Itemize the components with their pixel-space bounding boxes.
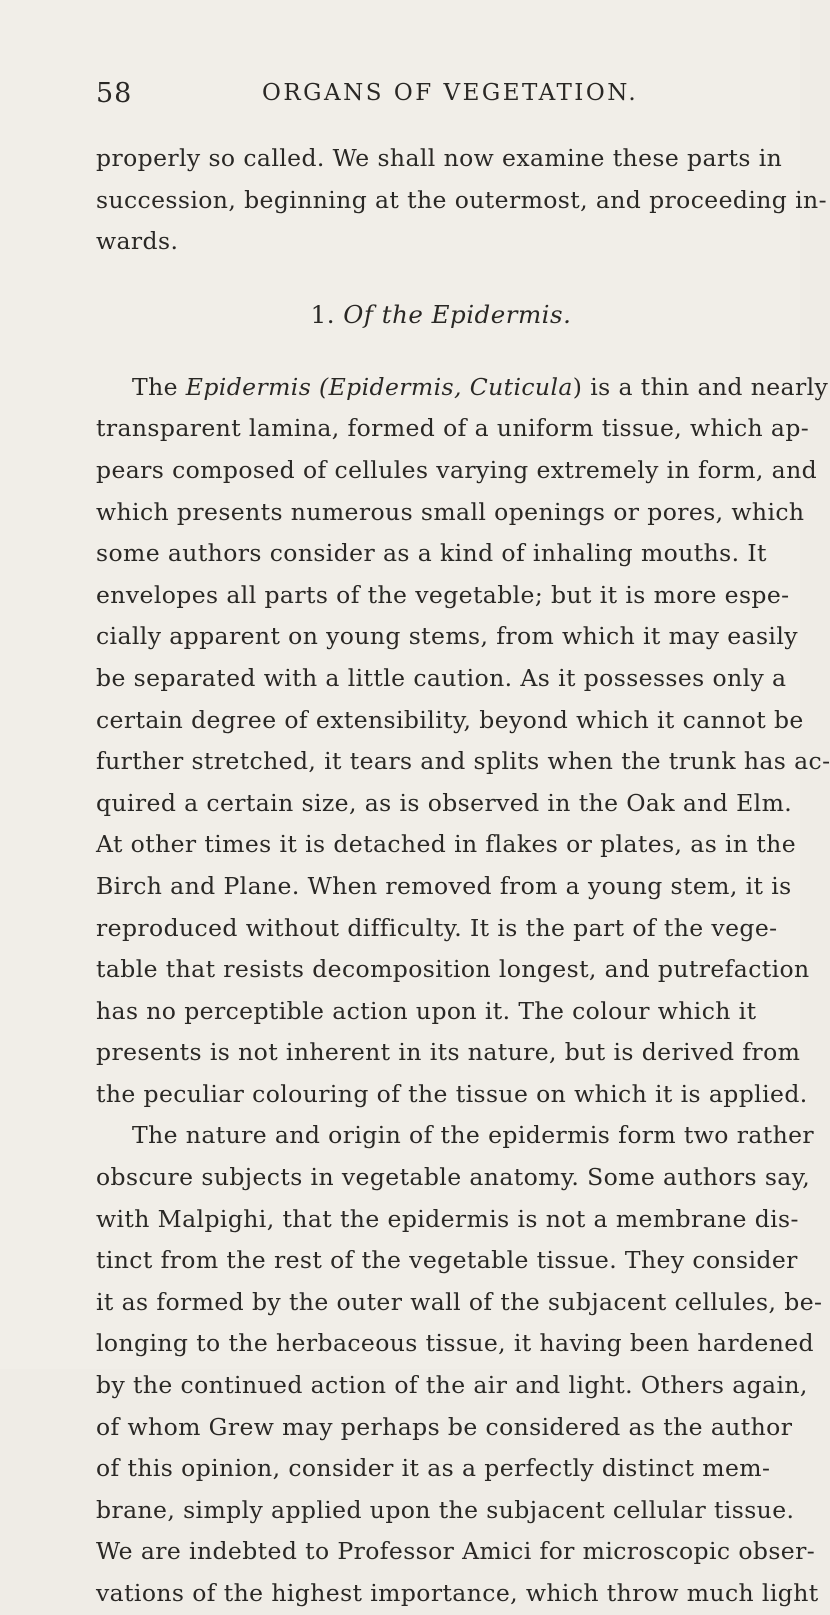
text-line: which presents numerous small openings or pores, which: [96, 497, 805, 526]
text-line: pears composed of cellules varying extremely in form, and: [96, 455, 818, 484]
text-line: table that resists decomposition longest, and putrefaction: [96, 955, 810, 984]
section-number: 1.: [310, 299, 335, 329]
text-line: longing to the herbaceous tissue, it having been hardened: [96, 1329, 814, 1358]
term-epidermis: Epidermis: [185, 372, 312, 401]
text-line: it as formed by the outer wall of the subjacent cellules, be-: [96, 1287, 823, 1316]
text-line: be separated with a little caution. As it possesses only a: [96, 663, 787, 692]
text-line: the peculiar colouring of the tissue on which it is applied.: [96, 1079, 808, 1108]
text-line: by the continued action of the air and light. Others again,: [96, 1371, 808, 1400]
text-line: The nature and origin of the epidermis form two rather: [132, 1121, 815, 1150]
text-fragment: The: [132, 372, 186, 401]
page-number: 58: [96, 78, 133, 109]
text-line: has no perceptible action upon it. The colour which it: [96, 996, 757, 1025]
text-line: wards.: [96, 227, 179, 256]
text-line: We are indebted to Professor Amici for microscopic obser-: [96, 1537, 816, 1566]
text-line: of whom Grew may perhaps be considered as the author: [96, 1412, 793, 1441]
text-line: presents is not inherent in its nature, but is derived from: [96, 1038, 801, 1067]
text-line: At other times it is detached in flakes or plates, as in the: [96, 830, 797, 859]
text-line: properly so called. We shall now examine these parts in: [96, 144, 783, 172]
text-line: obscure subjects in vegetable anatomy. Some authors say,: [96, 1163, 811, 1192]
text-line: brane, simply applied upon the subjacent cellular tissue.: [96, 1495, 795, 1524]
text-line: with Malpighi, that the epidermis is not a membrane dis-: [96, 1204, 799, 1233]
body-text: [96, 138, 830, 1615]
text-line: transparent lamina, formed of a uniform tissue, which ap-: [96, 414, 810, 443]
text-fragment: ) is a thin and nearly: [572, 372, 829, 401]
text-line: Birch and Plane. When removed from a young stem, it is: [96, 871, 792, 900]
text-line: certain degree of extensibility, beyond which it cannot be: [96, 705, 804, 734]
running-title: ORGANS OF VEGETATION.: [262, 80, 639, 106]
section-title: Of the Epidermis.: [343, 299, 572, 329]
text-line: quired a certain size, as is observed in the Oak and Elm.: [96, 788, 793, 817]
text-line: some authors consider as a kind of inhaling mouths. It: [96, 539, 767, 568]
text-line: reproduced without difficulty. It is the part of the vege-: [96, 913, 778, 942]
text-line: further stretched, it tears and splits when the trunk has ac-: [96, 747, 830, 776]
text-line: vations of the highest importance, which throw much light: [96, 1579, 819, 1607]
text-line-first: [96, 367, 829, 409]
text-line: of this opinion, consider it as a perfectly distinct mem-: [96, 1454, 771, 1483]
text-line: succession, beginning at the outermost, and proceeding in-: [96, 185, 827, 214]
text-line: tinct from the rest of the vegetable tissue. They consider: [96, 1246, 798, 1275]
section-heading: [96, 263, 746, 367]
term-synonyms: (Epidermis, Cuticula: [311, 372, 573, 401]
text-line: envelopes all parts of the vegetable; but it is more espe-: [96, 580, 790, 609]
running-head: [96, 78, 738, 118]
text-line: cially apparent on young stems, from which it may easily: [96, 622, 798, 651]
